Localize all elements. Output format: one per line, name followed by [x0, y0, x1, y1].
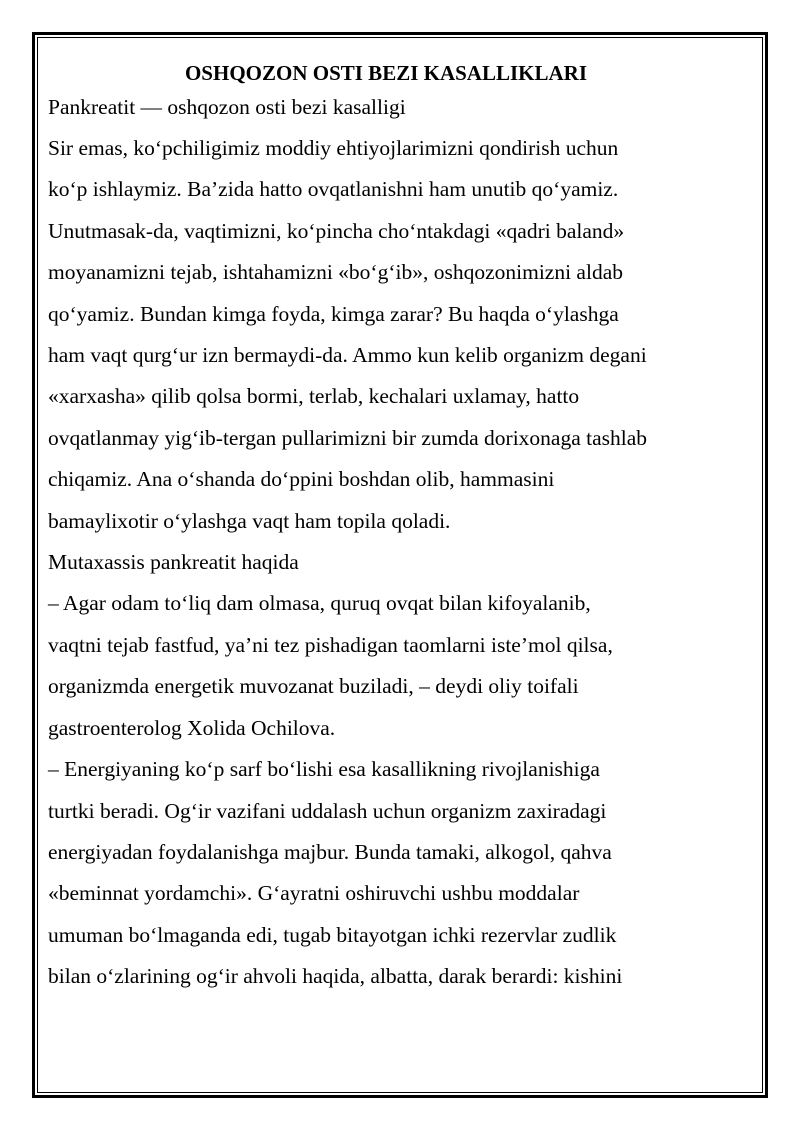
text-line: turtki beradi. Ogʻir vazifani uddalash uchun organizm zaxiradagi — [48, 798, 607, 823]
text-line: bilan oʻzlarining ogʻir ahvoli haqida, albatta, darak berardi: kishini — [48, 964, 623, 989]
text-line: vaqtni tejab fastfud, yaʼni tez pishadigan taomlarni isteʼmol qilsa, — [48, 632, 613, 657]
text-line: «beminnat yordamchi». Gʻayratni oshiruvchi ushbu moddalar — [48, 881, 580, 906]
section-heading: Mutaxassis pankreatit haqida — [48, 550, 299, 575]
text-line: ovqatlanmay yigʻib-tergan pullarimizni bir zumda dorixonaga tashlab — [48, 425, 648, 450]
document-title: OSHQOZON OSTI BEZI KASALLIKLARI — [184, 61, 588, 85]
text-line: bamaylixotir oʻylashga vaqt ham topila qoladi. — [48, 508, 451, 533]
text-line: qoʻyamiz. Bundan kimga foyda, kimga zarar? Bu haqda oʻylashga — [48, 301, 619, 326]
subtitle-line: Pankreatit — oshqozon osti bezi kasalligi — [48, 95, 406, 119]
text-line: – Energiyaning koʻp sarf boʻlishi esa kasallikning rivojlanishiga — [48, 757, 600, 782]
text-line: umuman boʻlmaganda edi, tugab bitayotgan ichki rezervlar zudlik — [48, 922, 617, 947]
text-line: organizmda energetik muvozanat buziladi, – deydi oliy toifali — [48, 674, 579, 699]
text-line: energiyadan foydalanishga majbur. Bunda tamaki, alkogol, qahva — [48, 839, 612, 864]
text-line: gastroenterolog Xolida Ochilova. — [48, 715, 336, 740]
text-line: Unutmasak-da, vaqtimizni, koʻpincha choʻntakdagi «qadri baland» — [48, 218, 625, 243]
text-line: – Agar odam toʻliq dam olmasa, quruq ovqat bilan kifoyalanib, — [48, 591, 591, 616]
text-line: moyanamizni tejab, ishtahamizni «boʻgʻib», oshqozonimizni aldab — [48, 260, 623, 285]
text-line: «xarxasha» qilib qolsa bormi, terlab, kechalari uxlamay, hatto — [48, 384, 580, 409]
document-body — [48, 56, 738, 998]
text-line: koʻp ishlaymiz. Baʼzida hatto ovqatlanishni ham unutib qoʻyamiz. — [48, 177, 619, 202]
text-line: ham vaqt qurgʻur izn bermaydi-da. Ammo kun kelib organizm degani — [48, 343, 647, 368]
text-line: chiqamiz. Ana oʻshanda doʻppini boshdan olib, hammasini — [48, 467, 555, 492]
text-line: Sir emas, koʻpchiligimiz moddiy ehtiyojlarimizni qondirish uchun — [48, 136, 619, 160]
